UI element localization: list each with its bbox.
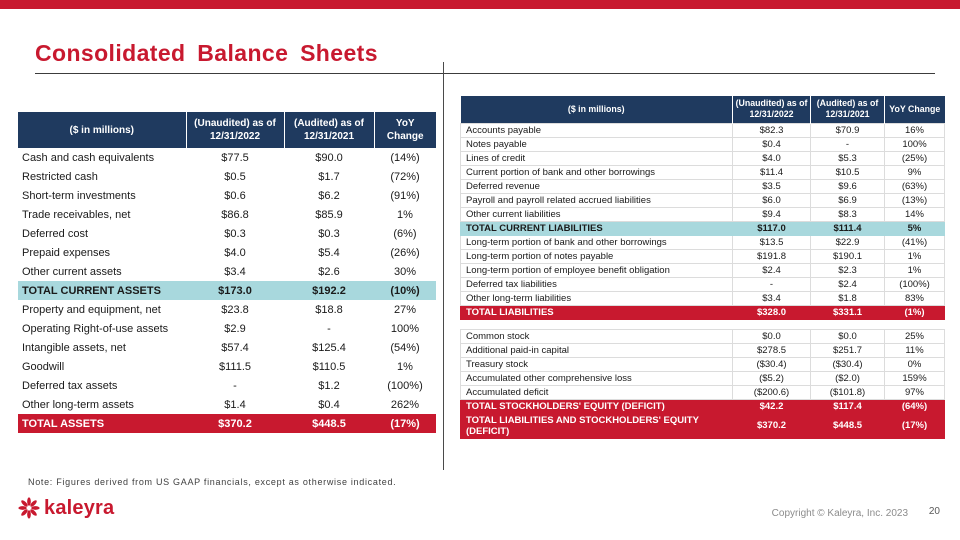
yoy-change: (91%) <box>390 189 420 202</box>
value-2022: $4.0 <box>733 151 811 165</box>
table-row <box>461 221 945 235</box>
spacer-cell <box>461 319 945 329</box>
table-row <box>18 281 436 300</box>
table-row <box>461 277 945 291</box>
yoy-change: 1% <box>397 208 413 221</box>
table-row <box>461 137 945 151</box>
value-2022: $6.0 <box>733 193 811 207</box>
row-label: Restricted cash <box>22 170 98 183</box>
table-row <box>461 179 945 193</box>
value-2022: $86.8 <box>221 208 249 221</box>
yoy-change: 262% <box>390 398 420 411</box>
row-label: TOTAL ASSETS <box>18 414 186 433</box>
value-2021: $2.6 <box>318 265 340 278</box>
table-row <box>461 165 945 179</box>
table-row <box>18 357 436 376</box>
row-label: Long-term portion of employee benefit obligation <box>461 263 733 277</box>
table-row <box>461 263 945 277</box>
row-label: Other current liabilities <box>461 207 733 221</box>
row-label: Operating Right-of-use assets <box>22 322 169 335</box>
value-2022: $0.0 <box>733 329 811 343</box>
yoy-change: (100%) <box>387 379 423 392</box>
value-2022: $3.4 <box>733 291 811 305</box>
yoy-change: 5% <box>885 221 945 235</box>
table-row <box>461 249 945 263</box>
row-label: Deferred revenue <box>461 179 733 193</box>
title-underline <box>35 73 935 74</box>
row-label: Common stock <box>461 329 733 343</box>
table-row <box>18 414 436 433</box>
value-2021: $5.3 <box>811 151 885 165</box>
value-2021: $251.7 <box>811 343 885 357</box>
table-row <box>18 205 436 224</box>
row-label: Trade receivables, net <box>22 208 131 221</box>
column-header: YoY Change <box>885 96 945 123</box>
table-row <box>18 376 436 395</box>
value-2021: $9.6 <box>811 179 885 193</box>
row-label: Intangible assets, net <box>22 341 126 354</box>
row-label: Payroll and payroll related accrued liabilities <box>461 193 733 207</box>
copyright-text: Copyright © Kaleyra, Inc. 2023 <box>771 508 908 519</box>
value-2021: $192.2 <box>284 281 374 300</box>
spacer-row <box>461 319 945 329</box>
row-label: Deferred tax liabilities <box>461 277 733 291</box>
column-header: (Unaudited) as of 12/31/2022 <box>733 96 811 123</box>
value-2021: $2.3 <box>811 263 885 277</box>
table-row <box>461 329 945 343</box>
table-row <box>18 319 436 338</box>
value-2021: $85.9 <box>315 208 343 221</box>
row-label: Short-term investments <box>22 189 136 202</box>
yoy-change: (26%) <box>390 246 420 259</box>
yoy-change: 100% <box>885 137 945 151</box>
table-row <box>461 305 945 319</box>
value-2022: $328.0 <box>733 305 811 319</box>
yoy-change: (54%) <box>390 341 420 354</box>
yoy-change: 14% <box>885 207 945 221</box>
value-2021: $5.4 <box>318 246 340 259</box>
column-header: ($ in millions) <box>18 112 186 148</box>
table-row <box>461 291 945 305</box>
yoy-change: (13%) <box>885 193 945 207</box>
value-2022: $11.4 <box>733 165 811 179</box>
value-2021: $6.9 <box>811 193 885 207</box>
row-label: Other current assets <box>22 265 122 278</box>
yoy-change: 100% <box>390 322 420 335</box>
row-label: TOTAL CURRENT ASSETS <box>18 281 186 300</box>
yoy-change: 1% <box>885 249 945 263</box>
column-header: (Unaudited) as of 12/31/2022 <box>186 112 284 148</box>
row-label: Current portion of bank and other borrowings <box>461 165 733 179</box>
row-label: Cash and cash equivalents <box>22 151 155 164</box>
value-2021: $111.4 <box>811 221 885 235</box>
value-2022: $111.5 <box>218 360 251 373</box>
kaleyra-logo <box>18 497 114 519</box>
row-label: Prepaid expenses <box>22 246 111 259</box>
table-row <box>461 123 945 137</box>
value-2021: $90.0 <box>315 151 343 164</box>
yoy-change: 16% <box>885 123 945 137</box>
value-2022: $278.5 <box>733 343 811 357</box>
yoy-change: 83% <box>885 291 945 305</box>
assets-table <box>18 112 436 433</box>
row-label: Accumulated deficit <box>461 385 733 399</box>
row-label: Treasury stock <box>461 357 733 371</box>
table-row <box>461 207 945 221</box>
value-2022: $4.0 <box>224 246 246 259</box>
yoy-change: (10%) <box>374 281 436 300</box>
value-2021: $8.3 <box>811 207 885 221</box>
table-row <box>18 300 436 319</box>
row-label: Property and equipment, net <box>22 303 161 316</box>
value-2022: $82.3 <box>733 123 811 137</box>
value-2021: $1.7 <box>318 170 340 183</box>
page-title: Consolidated Balance Sheets <box>35 40 378 66</box>
row-label: Long-term portion of notes payable <box>461 249 733 263</box>
row-label: Notes payable <box>461 137 733 151</box>
column-header: (Audited) as of 12/31/2021 <box>811 96 885 123</box>
yoy-change: 159% <box>885 371 945 385</box>
yoy-change: (17%) <box>885 413 945 438</box>
logo-wordmark: kaleyra <box>44 497 115 519</box>
yoy-change: 11% <box>885 343 945 357</box>
row-label: Deferred cost <box>22 227 89 240</box>
table-row <box>18 186 436 205</box>
value-2021: $0.4 <box>318 398 340 411</box>
liabilities-header-row <box>461 96 945 123</box>
table-row <box>461 371 945 385</box>
value-2022: $23.8 <box>221 303 249 316</box>
column-header: YoY Change <box>374 112 436 148</box>
value-2021: ($2.0) <box>811 371 885 385</box>
yoy-change: 9% <box>885 165 945 179</box>
value-2021: $22.9 <box>811 235 885 249</box>
value-2021: $18.8 <box>315 303 343 316</box>
yoy-change: (41%) <box>885 235 945 249</box>
yoy-change: (17%) <box>374 414 436 433</box>
yoy-change: (6%) <box>393 227 417 240</box>
table-row <box>18 148 436 167</box>
row-label: Other long-term assets <box>22 398 134 411</box>
table-row <box>18 395 436 414</box>
table-row <box>461 151 945 165</box>
value-2021: $6.2 <box>318 189 340 202</box>
table-row <box>18 262 436 281</box>
value-2022: $191.8 <box>733 249 811 263</box>
yoy-change: 27% <box>393 303 417 316</box>
row-label: TOTAL STOCKHOLDERS' EQUITY (DEFICIT) <box>461 399 733 413</box>
top-accent-bar <box>0 0 960 9</box>
yoy-change: (100%) <box>885 277 945 291</box>
value-2022: $117.0 <box>733 221 811 235</box>
value-2022: $3.5 <box>733 179 811 193</box>
value-2022: $57.4 <box>221 341 249 354</box>
assets-header-row <box>18 112 436 148</box>
table-row <box>18 338 436 357</box>
value-2021: - <box>327 322 331 335</box>
row-label: TOTAL LIABILITIES <box>461 305 733 319</box>
value-2021: $125.4 <box>312 341 346 354</box>
row-label: Long-term portion of bank and other borrowings <box>461 235 733 249</box>
value-2022: $0.3 <box>224 227 246 240</box>
value-2022: $0.4 <box>733 137 811 151</box>
yoy-change: (25%) <box>885 151 945 165</box>
value-2022: $173.0 <box>186 281 284 300</box>
table-row <box>461 357 945 371</box>
kaleyra-flower-icon <box>18 497 40 519</box>
yoy-change: (14%) <box>390 151 420 164</box>
liabilities-equity-table <box>460 96 945 439</box>
table-row <box>461 343 945 357</box>
yoy-change: 30% <box>393 265 417 278</box>
value-2022: - <box>733 277 811 291</box>
row-label: Accumulated other comprehensive loss <box>461 371 733 385</box>
table-row <box>461 385 945 399</box>
table-row <box>461 193 945 207</box>
value-2021: $110.5 <box>312 360 346 373</box>
value-2022: $370.2 <box>733 413 811 438</box>
yoy-change: 25% <box>885 329 945 343</box>
value-2021: $0.3 <box>318 227 340 240</box>
column-header: (Audited) as of 12/31/2021 <box>284 112 374 148</box>
table-row <box>18 167 436 186</box>
value-2022: $370.2 <box>186 414 284 433</box>
value-2022: $0.5 <box>224 170 246 183</box>
value-2022: ($30.4) <box>733 357 811 371</box>
value-2022: ($5.2) <box>733 371 811 385</box>
table-row <box>461 399 945 413</box>
row-label: Deferred tax assets <box>22 379 118 392</box>
row-label: TOTAL LIABILITIES AND STOCKHOLDERS' EQUITY (DEFICIT) <box>461 413 733 438</box>
table-row <box>461 235 945 249</box>
row-label: TOTAL CURRENT LIABILITIES <box>461 221 733 235</box>
value-2022: $2.4 <box>733 263 811 277</box>
page-number: 20 <box>928 506 940 517</box>
value-2021: ($101.8) <box>811 385 885 399</box>
row-label: Additional paid-in capital <box>461 343 733 357</box>
value-2022: $13.5 <box>733 235 811 249</box>
yoy-change: 0% <box>885 357 945 371</box>
value-2022: ($200.6) <box>733 385 811 399</box>
row-label: Lines of credit <box>461 151 733 165</box>
value-2022: $2.9 <box>224 322 246 335</box>
value-2021: $0.0 <box>811 329 885 343</box>
value-2021: $190.1 <box>811 249 885 263</box>
table-row <box>18 243 436 262</box>
value-2021: $448.5 <box>811 413 885 438</box>
yoy-change: (1%) <box>885 305 945 319</box>
yoy-change: 1% <box>397 360 413 373</box>
column-header: ($ in millions) <box>461 96 733 123</box>
value-2022: $1.4 <box>224 398 246 411</box>
value-2022: $3.4 <box>224 265 246 278</box>
value-2021: $331.1 <box>811 305 885 319</box>
value-2021: $117.4 <box>811 399 885 413</box>
value-2021: $70.9 <box>811 123 885 137</box>
yoy-change: (64%) <box>885 399 945 413</box>
row-label: Accounts payable <box>461 123 733 137</box>
yoy-change: 1% <box>885 263 945 277</box>
row-label: Goodwill <box>22 360 65 373</box>
value-2022: - <box>233 379 237 392</box>
footnote: Note: Figures derived from US GAAP financials, except as otherwise indicated. <box>28 477 397 487</box>
row-label: Other long-term liabilities <box>461 291 733 305</box>
value-2022: $77.5 <box>221 151 249 164</box>
yoy-change: (72%) <box>390 170 420 183</box>
value-2021: $448.5 <box>284 414 374 433</box>
value-2021: - <box>811 137 885 151</box>
value-2022: $42.2 <box>733 399 811 413</box>
value-2022: $9.4 <box>733 207 811 221</box>
value-2021: $1.8 <box>811 291 885 305</box>
value-2022: $0.6 <box>224 189 246 202</box>
yoy-change: 97% <box>885 385 945 399</box>
table-divider-line <box>443 62 444 470</box>
table-row <box>18 224 436 243</box>
value-2021: $2.4 <box>811 277 885 291</box>
table-row <box>461 413 945 438</box>
yoy-change: (63%) <box>885 179 945 193</box>
value-2021: ($30.4) <box>811 357 885 371</box>
value-2021: $1.2 <box>318 379 340 392</box>
value-2021: $10.5 <box>811 165 885 179</box>
